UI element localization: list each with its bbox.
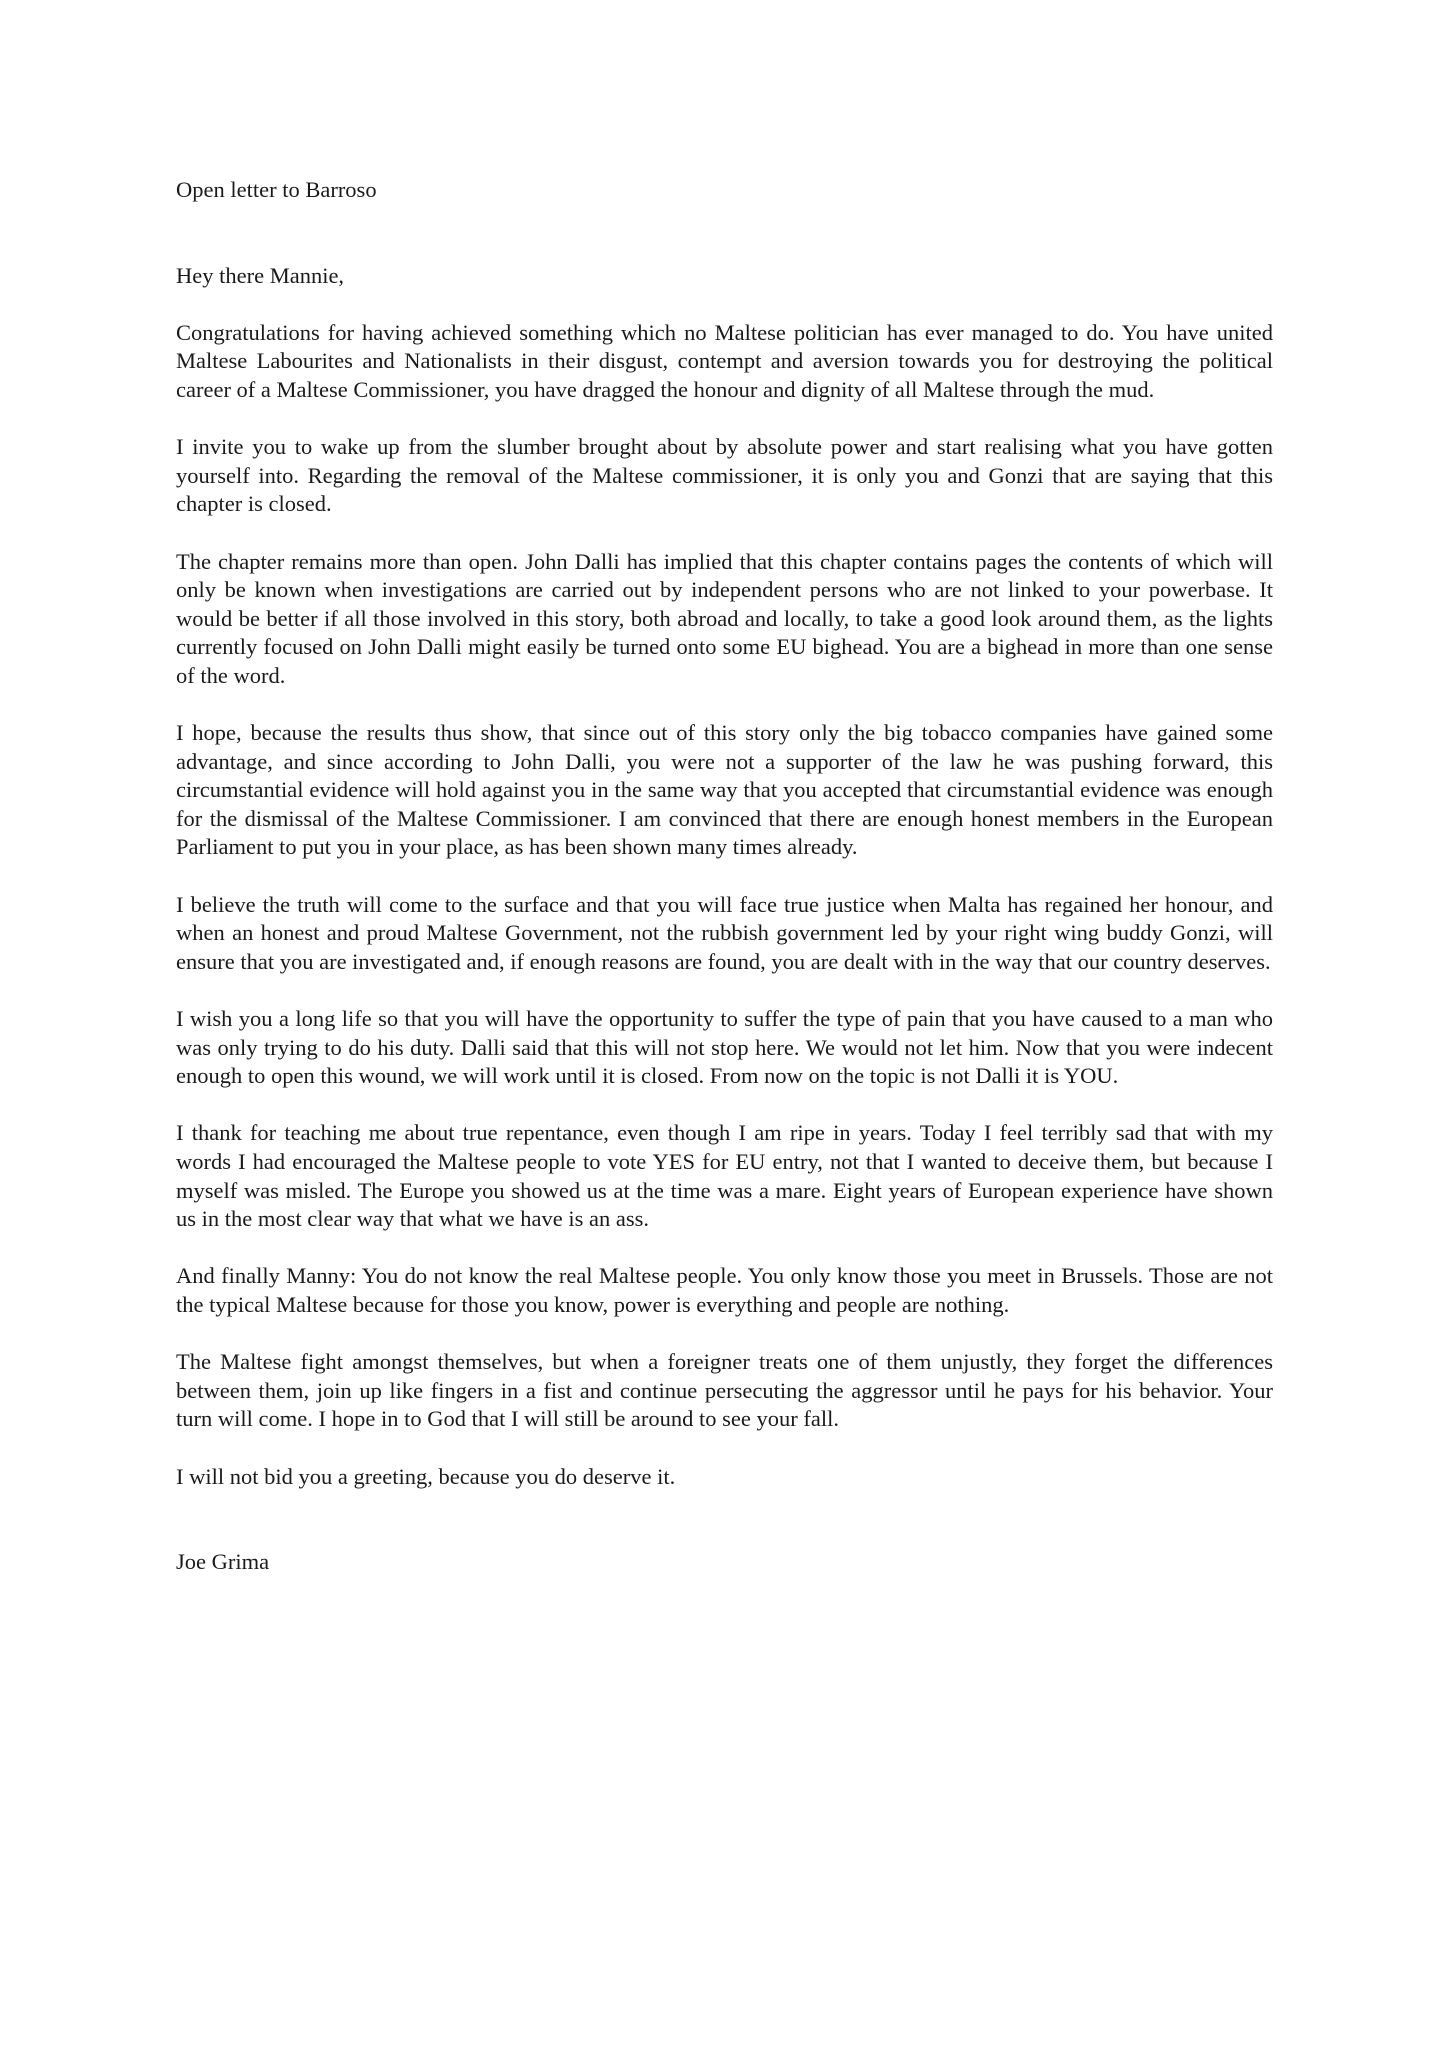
paragraph-3: The chapter remains more than open. John Dalli has implied that this chapter contains pages the contents of which will only be known when investigations are carried out by independent persons who are not linked to your powerbase. It would be better if all those involved in this story, both abroad and locally, to take a good look around them, as the lights currently focused on John Dalli might easily be turned onto some EU bighead. You are a bighead in more than one sense of the word. [176,548,1273,688]
paragraph-2: I invite you to wake up from the slumber brought about by absolute power and start realising what you have gotten yourself into. Regarding the removal of the Maltese commissioner, it is only you and Gonzi that are saying that this chapter is closed. [176,434,1273,517]
paragraph-4: I hope, because the results thus show, that since out of this story only the big tobacco companies have gained some advantage, and since according to John Dalli, you were not a supporter of the law he was pushing forward, this circumstantial evidence will hold against you in the same way that you accepted that circumstantial evidence was enough for the dismissal of the Maltese Commissioner. I am convinced that there are enough honest members in the European Parliament to put you in your place, as has been shown many times already. [176,720,1273,860]
letter-title: Open letter to Barroso [176,177,377,202]
salutation: Hey there Mannie, [176,262,345,288]
signature: Joe Grima [176,1549,270,1575]
paragraph-6: I wish you a long life so that you will have the opportunity to suffer the type of pain that you have caused to a man who was only trying to do his duty. Dalli said that this will not stop here. We would not let him. Now that you were indecent enough to open this wound, we will work until it is closed. From now on the topic is not Dalli it is YOU. [176,1006,1273,1089]
closing-line: I will not bid you a greeting, because you do deserve it. [176,1463,676,1489]
letter-body [176,176,1273,1577]
paragraph-9: The Maltese fight amongst themselves, but when a foreigner treats one of them unjustly, they forget the differences between them, join up like fingers in a fist and continue persecuting the aggressor until he pays for his behavior. Your turn will come. I hope in to God that I will still be around to see your fall. [176,1349,1273,1432]
paragraph-5: I believe the truth will come to the surface and that you will face true justice when Malta has regained her honour, and when an honest and proud Maltese Government, not the rubbish government led by your right wing buddy Gonzi, will ensure that you are investigated and, if enough reasons are found, you are dealt with in the way that our country deserves. [176,891,1273,974]
paragraph-1: Congratulations for having achieved something which no Maltese politician has ever managed to do. You have united Maltese Labourites and Nationalists in their disgust, contempt and aversion towards you for destroying the political career of a Maltese Commissioner, you have dragged the honour and dignity of all Maltese through the mud. [176,319,1273,402]
paragraph-8: And finally Manny: You do not know the real Maltese people. You only know those you meet in Brussels. Those are not the typical Maltese because for those you know, power is everything and people are nothing. [176,1263,1273,1317]
paragraph-7: I thank for teaching me about true repentance, even though I am ripe in years. Today I feel terribly sad that with my words I had encouraged the Maltese people to vote YES for EU entry, not that I wanted to deceive them, but because I myself was misled. The Europe you showed us at the time was a mare. Eight years of European experience have shown us in the most clear way that what we have is an ass. [176,1120,1273,1232]
